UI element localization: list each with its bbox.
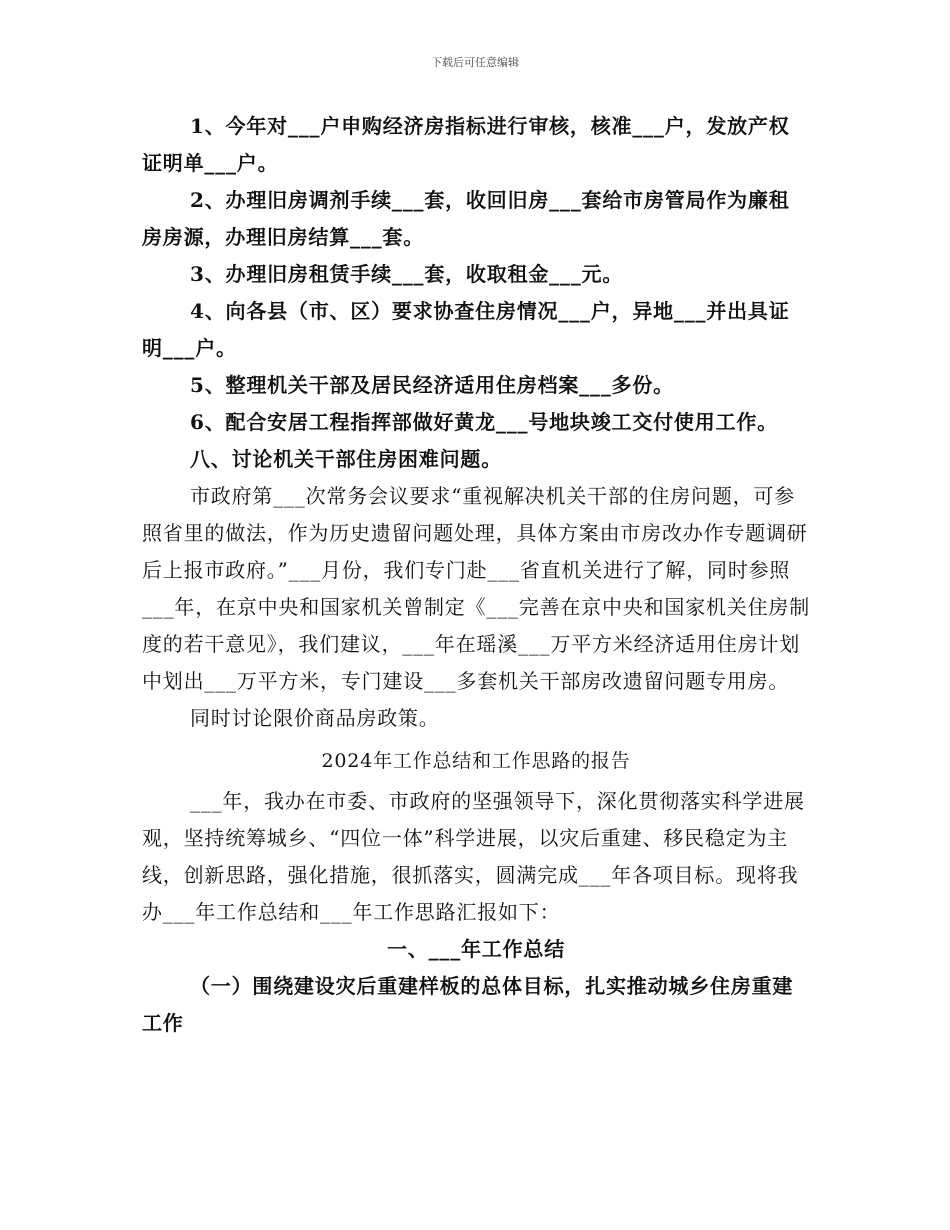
body-paragraph: 市政府第___次常务会议要求“重视解决机关干部的住房问题，可参照省里的做法，作为历史遗留问题处理，具体方案由市房改办作专题调研后上报市政府。”___月份，我们专门赴___省直机关进行了解，同时参照___年，在京中央和国家机关曾制定《___完善在京中央和国家机关住房制度的若干意见》，我们建议，___年在瑶溪___万平方米经济适用住房计划中划出___万平方米，专门建设___多套机关干部房改遗留问题专用房。: [142, 484, 810, 693]
report-title: 2024年工作总结和工作思路的报告: [321, 750, 631, 772]
item-6: 6、配合安居工程指挥部做好黄龙___号地块竣工交付使用工作。: [190, 410, 778, 434]
item-5: 5、整理机关干部及居民经济适用住房档案___多份。: [190, 373, 674, 397]
section-heading-8: 八、讨论机关干部住房困难问题。: [190, 447, 502, 471]
item-4: 4、向各县（市、区）要求协查住房情况___户，异地___并出具证明___户。: [142, 299, 790, 360]
item-2: 2、办理旧房调剂手续___套，收回旧房___套给市房管局作为廉租房房源，办理旧房结算___套。: [142, 188, 790, 249]
document-body: [142, 108, 810, 1042]
body-paragraph: ___年，我办在市委、市政府的坚强领导下，深化贯彻落实科学进展观，坚持统筹城乡、“四位一体”科学进展，以灾后重建、移民稳定为主线，创新思路，强化措施，很抓落实，圆满完成___年各项目标。现将我办___年工作总结和___年工作思路汇报如下：: [142, 789, 805, 924]
item-3: 3、办理旧房租赁手续___套，收取租金___元。: [190, 262, 624, 286]
subsection-heading-1: （一）围绕建设灾后重建样板的总体目标，扎实推动城乡住房重建工作: [142, 974, 794, 1035]
section-heading-1: 一、___年工作总结: [387, 937, 565, 961]
item-1: 1、今年对___户申购经济房指标进行审核，核准___户，发放产权证明单___户。: [142, 114, 790, 175]
body-paragraph: 同时讨论限价商品房政策。: [190, 706, 440, 730]
page-header: 下载后可任意编辑: [431, 56, 519, 69]
